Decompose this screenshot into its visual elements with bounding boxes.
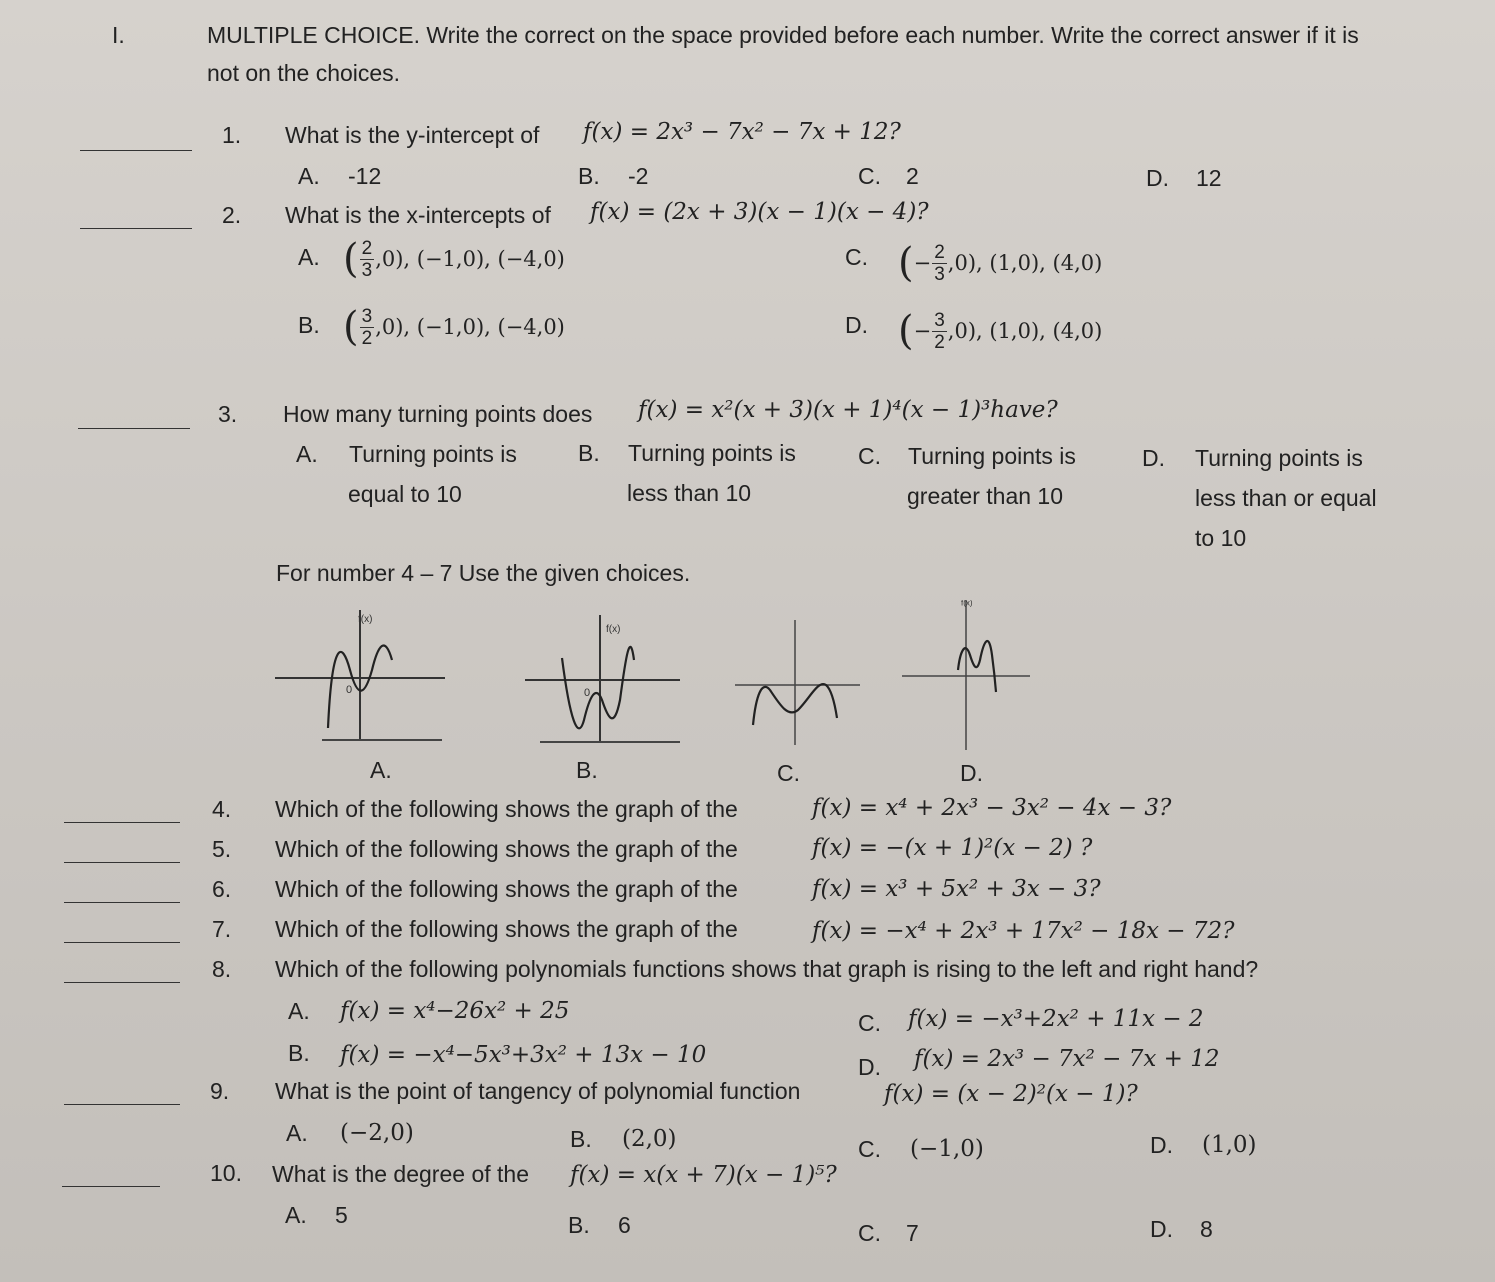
q3-option-c-line1: Turning points is — [908, 443, 1076, 469]
q1-option-c: 2 — [906, 163, 919, 189]
q10-text: What is the degree of the — [272, 1161, 529, 1187]
q9-option-a: (−2,0) — [340, 1120, 414, 1146]
q2-option-a: ( $\frac{2}{3}$ ,0), (−1,0), (−4,0) — [343, 236, 565, 282]
q10-option-c: 7 — [906, 1220, 919, 1246]
q8-option-a: f(x) = x⁴−26x² + 25 — [340, 998, 570, 1024]
q9-option-b: (2,0) — [622, 1126, 677, 1152]
q10-function: f(x) = x(x + 7)(x − 1)⁵? — [570, 1162, 837, 1188]
q3-option-d-line3: to 10 — [1195, 525, 1247, 551]
answer-blank-1[interactable] — [80, 150, 192, 151]
q3-option-d-letter: D. — [1142, 445, 1165, 471]
q2-text: What is the x-intercepts of — [285, 202, 551, 228]
graphs-instruction: For number 4 – 7 Use the given choices. — [276, 560, 691, 586]
q9-option-d: (1,0) — [1202, 1132, 1257, 1158]
q3-option-a-line1: Turning points is — [349, 441, 517, 467]
q6-function: f(x) = x³ + 5x² + 3x − 3? — [812, 876, 1101, 902]
q8-option-b-letter: B. — [288, 1040, 310, 1066]
graph-choices — [270, 600, 1030, 760]
answer-blank-7[interactable] — [64, 942, 180, 943]
q7-number: 7. — [212, 916, 232, 942]
q9-option-c-letter: C. — [858, 1136, 881, 1162]
q3-option-d-line1: Turning points is — [1195, 445, 1363, 471]
q5-number: 5. — [212, 836, 232, 862]
q1-option-d-letter: D. — [1146, 165, 1169, 191]
q3-option-d-line2: less than or equal — [1195, 485, 1377, 511]
answer-blank-6[interactable] — [64, 902, 180, 903]
q5-text: Which of the following shows the graph of the — [275, 836, 738, 862]
q8-option-d-letter: D. — [858, 1054, 881, 1080]
graph-a-origin: 0 — [346, 684, 353, 696]
q5-function: f(x) = −(x + 1)²(x − 2) ? — [812, 835, 1093, 861]
q3-option-a-letter: A. — [296, 441, 318, 467]
q6-text: Which of the following shows the graph of the — [275, 876, 738, 902]
q2-function: f(x) = (2x + 3)(x − 1)(x − 4)? — [590, 199, 929, 225]
graph-a-ylabel: f(x) — [358, 614, 373, 625]
q10-option-a-letter: A. — [285, 1202, 307, 1228]
q1-option-b-letter: B. — [578, 163, 600, 189]
graph-d — [902, 600, 1030, 750]
answer-blank-10[interactable] — [62, 1186, 160, 1187]
answer-blank-9[interactable] — [64, 1104, 180, 1105]
q9-option-c: (−1,0) — [910, 1136, 984, 1162]
q3-option-c-line2: greater than 10 — [907, 483, 1064, 509]
q8-option-c: f(x) = −x³+2x² + 11x − 2 — [908, 1006, 1204, 1032]
graph-b-ylabel: f(x) — [606, 624, 621, 635]
q10-option-b-letter: B. — [568, 1212, 590, 1238]
instructions-line2: not on the choices. — [207, 60, 401, 86]
q8-option-c-letter: C. — [858, 1010, 881, 1036]
q10-option-d: 8 — [1200, 1216, 1213, 1242]
q4-number: 4. — [212, 796, 232, 822]
graph-c-label: C. — [777, 760, 800, 786]
q7-text: Which of the following shows the graph of the — [275, 916, 738, 942]
q9-option-a-letter: A. — [286, 1120, 308, 1146]
q3-option-c-letter: C. — [858, 443, 881, 469]
answer-blank-5[interactable] — [64, 862, 180, 863]
q4-function: f(x) = x⁴ + 2x³ − 3x² − 4x − 3? — [812, 795, 1172, 821]
graph-b — [525, 615, 680, 742]
q3-function: f(x) = x²(x + 3)(x + 1)⁴(x − 1)³have? — [638, 397, 1058, 423]
q3-text: How many turning points does — [283, 401, 593, 427]
graph-a — [275, 610, 445, 740]
q1-option-a: -12 — [348, 163, 382, 189]
q7-function: f(x) = −x⁴ + 2x³ + 17x² − 18x − 72? — [812, 918, 1235, 944]
answer-blank-2[interactable] — [80, 228, 192, 229]
q1-option-c-letter: C. — [858, 163, 881, 189]
q2-number: 2. — [222, 202, 242, 228]
q8-option-d: f(x) = 2x³ − 7x² − 7x + 12 — [914, 1046, 1220, 1072]
q10-option-b: 6 — [618, 1212, 631, 1238]
graph-c — [735, 620, 860, 745]
section-numeral: I. — [112, 22, 125, 48]
q9-function: f(x) = (x − 2)²(x − 1)? — [884, 1081, 1138, 1107]
q2-option-c-letter: C. — [845, 244, 868, 270]
q3-option-b-letter: B. — [578, 440, 600, 466]
graph-d-label: D. — [960, 760, 983, 786]
q6-number: 6. — [212, 876, 232, 902]
q1-option-a-letter: A. — [298, 163, 320, 189]
instructions-line1: MULTIPLE CHOICE. Write the correct on the space provided before each number. Write the correct answer if it is — [207, 22, 1359, 48]
q9-text: What is the point of tangency of polynomial function — [275, 1078, 801, 1104]
q3-option-b-line2: less than 10 — [627, 480, 752, 506]
q10-option-c-letter: C. — [858, 1220, 881, 1246]
q9-option-b-letter: B. — [570, 1126, 592, 1152]
q1-option-b: -2 — [628, 163, 649, 189]
q9-number: 9. — [210, 1078, 230, 1104]
answer-blank-3[interactable] — [78, 428, 190, 429]
q2-option-a-letter: A. — [298, 244, 320, 270]
q10-option-d-letter: D. — [1150, 1216, 1173, 1242]
q1-text: What is the y-intercept of — [285, 122, 540, 148]
answer-blank-4[interactable] — [64, 822, 180, 823]
graph-b-label: B. — [576, 757, 598, 783]
q2-option-d: (− $\frac{3}{2}$ ,0), (1,0), (4,0) — [898, 308, 1103, 354]
q10-number: 10. — [210, 1160, 242, 1186]
q9-option-d-letter: D. — [1150, 1132, 1173, 1158]
q1-function: f(x) = 2x³ − 7x² − 7x + 12? — [583, 119, 901, 145]
q8-option-a-letter: A. — [288, 998, 310, 1024]
q10-option-a: 5 — [335, 1202, 348, 1228]
q8-text: Which of the following polynomials functions shows that graph is rising to the left and right hand? — [275, 956, 1259, 982]
q8-option-b: f(x) = −x⁴−5x³+3x² + 13x − 10 — [340, 1042, 707, 1068]
q3-number: 3. — [218, 401, 238, 427]
q2-option-c: (− $\frac{2}{3}$ ,0), (1,0), (4,0) — [898, 240, 1103, 286]
q1-number: 1. — [222, 122, 242, 148]
graph-d-ylabel: f(x) — [961, 600, 973, 608]
q3-option-b-line1: Turning points is — [628, 440, 796, 466]
q2-option-b-letter: B. — [298, 312, 320, 338]
q8-number: 8. — [212, 956, 232, 982]
q3-option-a-line2: equal to 10 — [348, 481, 462, 507]
answer-blank-8[interactable] — [64, 982, 180, 983]
graph-a-label: A. — [370, 757, 392, 783]
q2-option-b: ( $\frac{3}{2}$ ,0), (−1,0), (−4,0) — [343, 304, 565, 350]
q1-option-d: 12 — [1196, 165, 1222, 191]
q2-option-d-letter: D. — [845, 312, 868, 338]
graph-b-origin: 0 — [584, 687, 591, 699]
q4-text: Which of the following shows the graph of the — [275, 796, 738, 822]
